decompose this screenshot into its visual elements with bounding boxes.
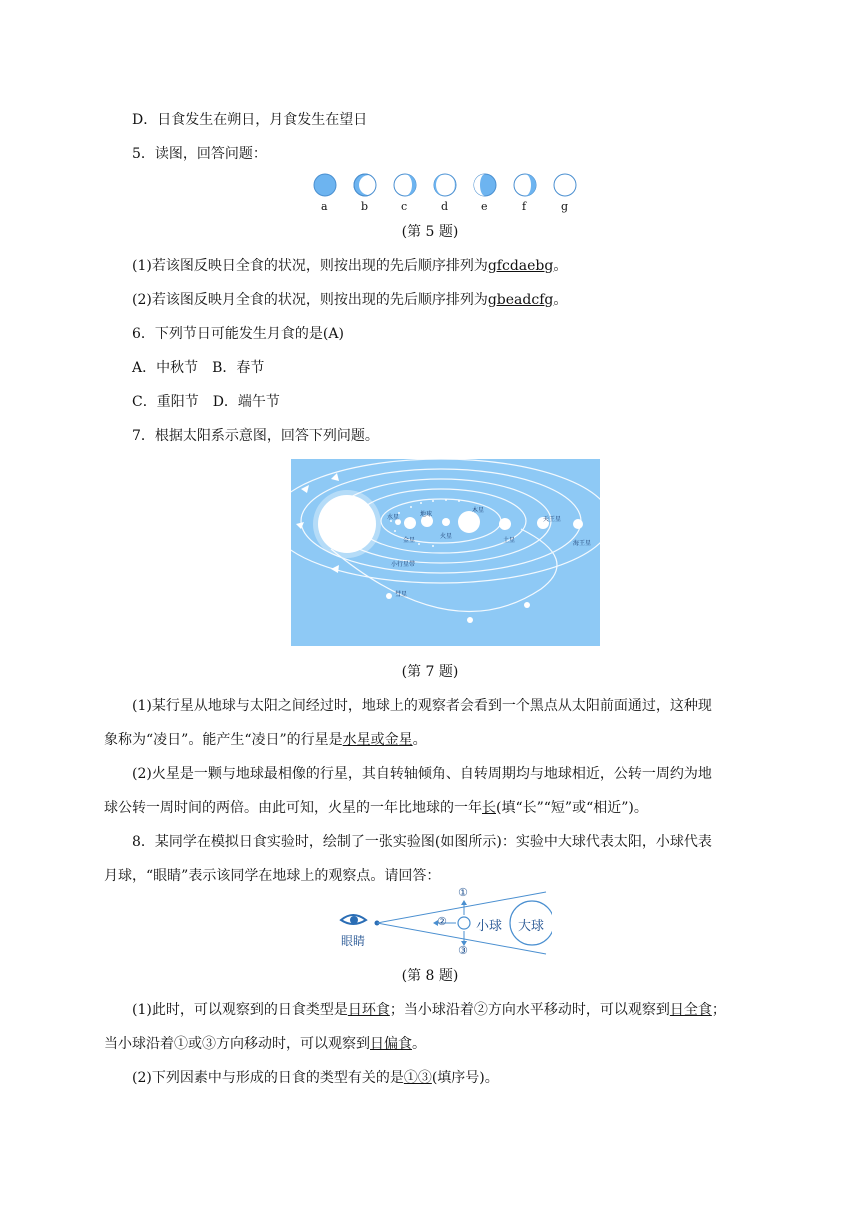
q8-part1-mid: ；当小球沿着②方向水平移动时，可以观察到 (389, 1002, 670, 1018)
q7-part2-line2 (104, 798, 648, 818)
q6-options-ab: A．中秋节 B．春节 (132, 360, 265, 376)
solar-system-figure (291, 459, 600, 646)
big-ball-label: 大球 (518, 919, 545, 934)
label-f: f (522, 200, 527, 213)
label-c: c (401, 200, 408, 213)
eclipse-experiment-figure (336, 888, 552, 958)
label-venus: 金星 (403, 537, 416, 544)
phase-c (394, 174, 416, 196)
q5-figure (310, 170, 580, 220)
label-comet: 彗星 (395, 591, 408, 598)
label-a: a (321, 200, 328, 213)
q5-part1 (132, 256, 567, 276)
q7-part1-answer: 水星或金星 (342, 732, 413, 748)
q8-stem-line2: 月球，“眼睛”表示该同学在地球上的观察点。请回答： (104, 868, 441, 884)
q7-stem: 7．根据太阳系示意图，回答下列问题。 (132, 428, 379, 444)
label-mercury: 水星 (387, 514, 400, 521)
label-earth: 地球 (420, 511, 433, 518)
q5-caption: (第 5 题) (401, 224, 459, 240)
q8-part2-end: (填序号)。 (431, 1070, 499, 1086)
q5-stem: 5．读图，回答问题： (132, 146, 267, 162)
label-mars: 火星 (440, 533, 453, 540)
label-g: g (561, 200, 569, 213)
direction-1: ① (458, 886, 468, 899)
label-b: b (361, 200, 369, 213)
q8-part1-answer2: 日全食 (669, 1002, 712, 1018)
q5-part1-text: (1)若该图反映日全食的状况，则按出现的先后顺序排列为 (132, 258, 488, 274)
phase-a (314, 174, 336, 196)
direction-2: ② (437, 915, 447, 928)
q7-part2-line1: (2)火星是一颗与地球最相像的行星，其自转轴倾角、自转周期均与地球相近，公转一周约为地 (132, 766, 712, 782)
q8-part1-end: ； (711, 1002, 726, 1018)
q5-part2-end: 。 (553, 292, 568, 308)
q7-part2-end: (填“长”“短”或“相近”)。 (496, 800, 648, 816)
phase-g (554, 174, 576, 196)
q8-part2-text: (2)下列因素中与形成的日食的类型有关的是 (132, 1070, 404, 1086)
q7-part1-line2 (104, 730, 427, 750)
label-asteroids: 小行星带 (391, 561, 416, 568)
q7-caption: (第 7 题) (401, 664, 459, 680)
label-d: d (441, 200, 449, 213)
label-uranus: 天王星 (543, 516, 562, 523)
q8-part1-line2-end: 。 (412, 1036, 426, 1052)
q5-part2-text: (2)若该图反映月全食的状况，则按出现的先后顺序排列为 (132, 292, 488, 308)
q8-part2 (132, 1068, 499, 1088)
q7-part2-text: 球公转一周时间的两倍。由此可知，火星的一年比地球的一年 (104, 800, 482, 816)
q5-part1-answer: gfcdaebg (487, 258, 554, 274)
q5-part2 (132, 290, 567, 310)
q5-part2-answer: gbeadcfg (487, 292, 554, 308)
q7-part1-end: 。 (412, 732, 427, 748)
q6-stem: 6．下列节日可能发生月食的是(A) (132, 326, 344, 342)
eye-label: 眼睛 (341, 934, 366, 948)
phase-d (434, 174, 456, 196)
q7-part1-line1: (1)某行星从地球与太阳之间经过时，地球上的观察者会看到一个黑点从太阳前面通过，这种现 (132, 698, 712, 714)
q8-part2-answer: ①③ (403, 1070, 432, 1086)
phase-b (354, 174, 379, 196)
small-ball-label: 小球 (476, 919, 503, 934)
phase-f (514, 174, 536, 196)
q7-part1-text: 象称为“凌日”。能产生“凌日”的行星是 (104, 732, 343, 748)
option-d: D．日食发生在朔日，月食发生在望日 (132, 112, 368, 128)
direction-3: ③ (458, 944, 468, 957)
label-saturn: 土星 (503, 537, 516, 544)
label-e: e (481, 200, 488, 213)
phase-e (474, 174, 496, 196)
q8-part1-answer3: 日偏食 (370, 1036, 412, 1052)
q8-part1-line2-text: 当小球沿着①或③方向移动时，可以观察到 (104, 1036, 370, 1052)
q5-part1-end: 。 (553, 258, 568, 274)
q7-part2-answer: 长 (482, 800, 496, 816)
label-jupiter: 木星 (472, 507, 485, 514)
q8-part1-text: (1)此时，可以观察到的日食类型是 (132, 1002, 348, 1018)
q6-options-cd: C．重阳节 D．端午节 (132, 394, 280, 410)
q8-caption: (第 8 题) (401, 968, 459, 984)
q8-part1-line2 (104, 1034, 426, 1054)
q8-stem-line1: 8．某同学在模拟日食实验时，绘制了一张实验图(如图所示)：实验中大球代表太阳，小球代表 (132, 834, 712, 850)
q8-part1-line1 (132, 1000, 726, 1020)
label-neptune: 海王星 (573, 540, 592, 547)
q8-part1-answer1: 日环食 (347, 1002, 390, 1018)
